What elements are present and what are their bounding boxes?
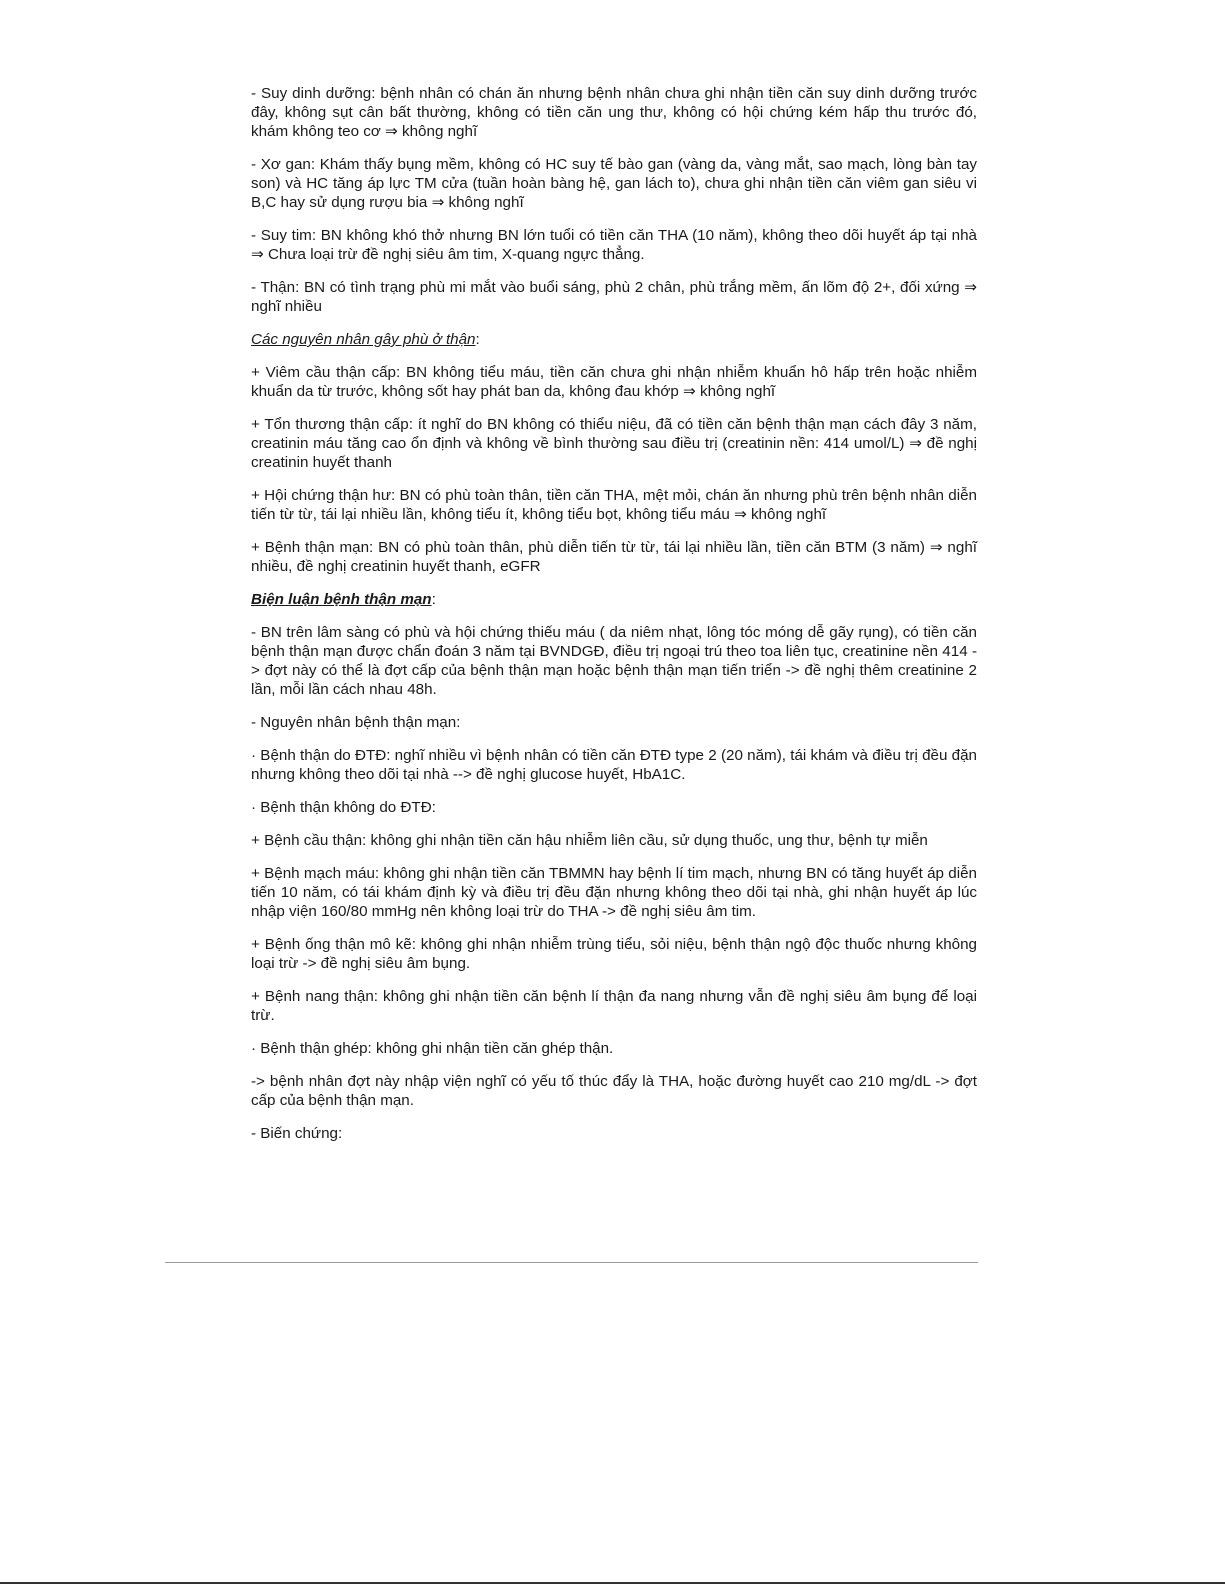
page-divider xyxy=(165,1262,978,1263)
heading-bien-luan xyxy=(251,590,977,609)
paragraph-xo-gan: - Xơ gan: Khám thấy bụng mềm, không có HC suy tế bào gan (vàng da, vàng mắt, sao mạch, lòng bàn tay son) và HC tăng áp lực TM cửa (tuần hoàn bàng hệ, gan lách to), chưa ghi nhận tiền căn viêm gan siêu vi B,C hay sử dụng rượu bia ⇒ không nghĩ xyxy=(251,156,977,211)
paragraph-ket-luan: -> bệnh nhân đợt này nhập viện nghĩ có yếu tố thúc đẩy là THA, hoặc đường huyết cao 210 mg/dL -> đợt cấp của bệnh thận mạn. xyxy=(251,1073,977,1109)
paragraph-benh-ong-than: + Bệnh ống thận mô kẽ: không ghi nhận nhiễm trùng tiểu, sỏi niệu, bệnh thận ngộ độc thuốc nhưng không loại trừ -> đề nghị siêu âm bụng. xyxy=(251,936,977,972)
paragraph-viem-cau-than-cap: + Viêm cầu thận cấp: BN không tiểu máu, tiền căn chưa ghi nhận nhiễm khuẩn hô hấp trên hoặc nhiễm khuẩn da từ trước, không sốt hay phát ban da, không đau khớp ⇒ không nghĩ xyxy=(251,364,977,400)
heading-colon: : xyxy=(431,591,436,608)
paragraph-benh-than-man: + Bệnh thận mạn: BN có phù toàn thân, phù diễn tiến từ từ, tái lại nhiều lần, tiền căn BTM (3 năm) ⇒ nghĩ nhiều, đề nghị creatinin huyết thanh, eGFR xyxy=(251,539,977,575)
paragraph-benh-cau-than: + Bệnh cầu thận: không ghi nhận tiền căn hậu nhiễm liên cầu, sử dụng thuốc, ung thư, bệnh tự miễn xyxy=(251,832,928,849)
heading-nguyen-nhan-text: Các nguyên nhân gây phù ở thận xyxy=(251,331,476,348)
paragraph-suy-dinh-duong: - Suy dinh dưỡng: bệnh nhân có chán ăn nhưng bệnh nhân chưa ghi nhận tiền căn suy dinh dưỡng trước đây, không sụt cân bất thường, không có tiền căn ung thư, không có hội chứng kém hấp thu trước đó, khám không teo cơ ⇒ không nghĩ xyxy=(251,85,977,140)
paragraph-nguyen-nhan-btm: - Nguyên nhân bệnh thận mạn: xyxy=(251,714,461,731)
paragraph-benh-mach-mau: + Bệnh mạch máu: không ghi nhận tiền căn TBMMN hay bệnh lí tim mạch, nhưng BN có tăng huyết áp diễn tiến 10 năm, có tái khám định kỳ và điều trị đều đặn nhưng không theo dõi tại nhà, ghi nhận huyết áp lúc nhập viện 160/80 mmHg nên không loại trừ do THA -> đề nghị siêu âm tim. xyxy=(251,865,977,920)
heading-colon: : xyxy=(475,331,480,348)
document-page xyxy=(251,84,977,1157)
paragraph-benh-than-ghep: · Bệnh thận ghép: không ghi nhận tiền căn ghép thận. xyxy=(251,1040,614,1057)
paragraph-benh-than-khong-dtd: · Bệnh thận không do ĐTĐ: xyxy=(251,799,436,816)
bottom-border xyxy=(0,1582,1225,1584)
paragraph-ton-thuong-than-cap: + Tổn thương thận cấp: ít nghĩ do BN không có thiểu niệu, đã có tiền căn bệnh thận mạn cách đây 3 năm, creatinin máu tăng cao ổn định và không về bình thường sau điều trị (creatinin nền: 414 umol/L) ⇒ đề nghị creatinin huyết thanh xyxy=(251,416,977,471)
paragraph-hoi-chung-than-hu: + Hội chứng thận hư: BN có phù toàn thân, tiền căn THA, mệt mỏi, chán ăn nhưng phù trên bệnh nhân diễn tiến từ từ, tái lại nhiều lần, không tiểu ít, không tiểu bọt, không tiểu máu ⇒ không nghĩ xyxy=(251,487,977,523)
paragraph-benh-nang-than: + Bệnh nang thận: không ghi nhận tiền căn bệnh lí thận đa nang nhưng vẫn đề nghị siêu âm bụng để loại trừ. xyxy=(251,988,977,1024)
paragraph-suy-tim: - Suy tim: BN không khó thở nhưng BN lớn tuổi có tiền căn THA (10 năm), không theo dõi huyết áp tại nhà ⇒ Chưa loại trừ đề nghị siêu âm tim, X-quang ngực thẳng. xyxy=(251,227,977,263)
paragraph-than: - Thận: BN có tình trạng phù mi mắt vào buổi sáng, phù 2 chân, phù trắng mềm, ấn lõm độ 2+, đối xứng ⇒ nghĩ nhiều xyxy=(251,279,977,315)
heading-bien-luan-text: Biện luận bệnh thận mạn xyxy=(251,591,432,608)
paragraph-bn-lam-sang: - BN trên lâm sàng có phù và hội chứng thiếu máu ( da niêm nhạt, lông tóc móng dễ gãy rụng), có tiền căn bệnh thận mạn được chẩn đoán 3 năm tại BVNDGĐ, điều trị ngoại trú theo toa liên tục, creatinine nền 414 -> đợt này có thể là đợt cấp của bệnh thận mạn hoặc bệnh thận mạn tiến triển -> đề nghị thêm creatinine 2 lần, mỗi lần cách nhau 48h. xyxy=(251,624,977,698)
heading-nguyen-nhan-phu-than xyxy=(251,330,977,349)
paragraph-bien-chung: - Biến chứng: xyxy=(251,1125,343,1142)
paragraph-benh-than-dtd: · Bệnh thận do ĐTĐ: nghĩ nhiều vì bệnh nhân có tiền căn ĐTĐ type 2 (20 năm), tái khám và điều trị đều đặn nhưng không theo dõi tại nhà --> đề nghị glucose huyết, HbA1C. xyxy=(251,747,977,783)
